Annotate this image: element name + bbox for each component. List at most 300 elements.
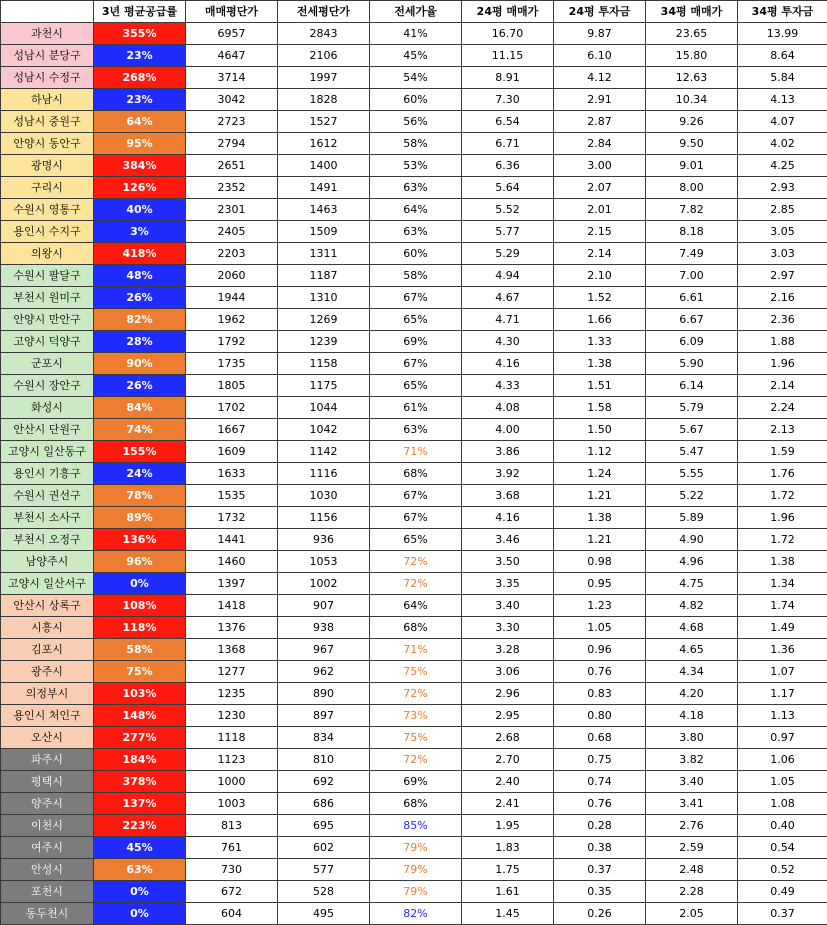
jeonse-price-cell: 1142 [278,441,370,463]
price-34-cell: 9.50 [646,133,738,155]
investment-24-cell: 2.91 [554,89,646,111]
region-cell: 오산시 [1,727,94,749]
sale-price-cell: 813 [186,815,278,837]
region-cell: 양주시 [1,793,94,815]
region-cell: 안양시 만안구 [1,309,94,331]
investment-24-cell: 1.58 [554,397,646,419]
region-cell: 이천시 [1,815,94,837]
sale-price-cell: 1368 [186,639,278,661]
region-cell: 의정부시 [1,683,94,705]
region-cell: 시흥시 [1,617,94,639]
jeonse-ratio-cell: 68% [370,617,462,639]
table-row [1,661,827,683]
price-24-cell: 2.95 [462,705,554,727]
investment-24-cell: 0.38 [554,837,646,859]
investment-24-cell: 1.24 [554,463,646,485]
investment-24-cell: 0.75 [554,749,646,771]
jeonse-price-cell: 1158 [278,353,370,375]
investment-34-cell: 1.17 [738,683,827,705]
investment-34-cell: 13.99 [738,23,827,45]
sale-price-cell: 1003 [186,793,278,815]
investment-24-cell: 9.87 [554,23,646,45]
sale-price-cell: 1609 [186,441,278,463]
supply-rate-cell: 0% [94,903,186,925]
investment-24-cell: 0.76 [554,793,646,815]
sale-price-cell: 1702 [186,397,278,419]
investment-34-cell: 4.25 [738,155,827,177]
jeonse-ratio-cell: 82% [370,903,462,925]
sale-price-cell: 730 [186,859,278,881]
jeonse-ratio-cell: 85% [370,815,462,837]
jeonse-price-cell: 1030 [278,485,370,507]
table-row [1,375,827,397]
jeonse-ratio-cell: 64% [370,595,462,617]
region-cell: 수원시 팔달구 [1,265,94,287]
supply-rate-cell: 78% [94,485,186,507]
investment-34-cell: 1.07 [738,661,827,683]
investment-34-cell: 4.13 [738,89,827,111]
price-34-cell: 3.40 [646,771,738,793]
price-34-cell: 8.18 [646,221,738,243]
price-24-cell: 16.70 [462,23,554,45]
jeonse-ratio-cell: 61% [370,397,462,419]
supply-rate-cell: 40% [94,199,186,221]
sale-price-cell: 3714 [186,67,278,89]
supply-rate-cell: 418% [94,243,186,265]
price-34-cell: 3.41 [646,793,738,815]
price-24-cell: 8.91 [462,67,554,89]
region-cell: 용인시 기흥구 [1,463,94,485]
supply-rate-cell: 63% [94,859,186,881]
region-cell: 파주시 [1,749,94,771]
jeonse-price-cell: 1509 [278,221,370,243]
investment-24-cell: 2.84 [554,133,646,155]
investment-34-cell: 2.85 [738,199,827,221]
investment-34-cell: 1.72 [738,485,827,507]
price-34-cell: 7.82 [646,199,738,221]
price-24-cell: 2.96 [462,683,554,705]
region-cell: 군포시 [1,353,94,375]
sale-price-cell: 604 [186,903,278,925]
sale-price-cell: 1418 [186,595,278,617]
region-cell: 고양시 일산동구 [1,441,94,463]
investment-34-cell: 4.02 [738,133,827,155]
investment-24-cell: 2.15 [554,221,646,243]
jeonse-ratio-cell: 63% [370,177,462,199]
region-cell: 성남시 분당구 [1,45,94,67]
jeonse-price-cell: 967 [278,639,370,661]
region-cell: 하남시 [1,89,94,111]
investment-24-cell: 1.66 [554,309,646,331]
sale-price-cell: 3042 [186,89,278,111]
jeonse-price-cell: 938 [278,617,370,639]
jeonse-price-cell: 907 [278,595,370,617]
table-row [1,573,827,595]
table-row [1,485,827,507]
sale-price-cell: 6957 [186,23,278,45]
supply-rate-cell: 23% [94,89,186,111]
investment-24-cell: 1.50 [554,419,646,441]
investment-24-cell: 1.38 [554,507,646,529]
table-row [1,221,827,243]
investment-34-cell: 2.24 [738,397,827,419]
investment-34-cell: 5.84 [738,67,827,89]
investment-24-cell: 0.68 [554,727,646,749]
price-34-cell: 6.09 [646,331,738,353]
jeonse-price-cell: 1310 [278,287,370,309]
investment-24-cell: 2.14 [554,243,646,265]
investment-34-cell: 2.14 [738,375,827,397]
price-34-cell: 6.61 [646,287,738,309]
table-row [1,727,827,749]
price-34-cell: 4.75 [646,573,738,595]
price-34-cell: 9.01 [646,155,738,177]
region-cell: 동두천시 [1,903,94,925]
investment-34-cell: 1.08 [738,793,827,815]
jeonse-ratio-cell: 63% [370,221,462,243]
price-24-cell: 4.94 [462,265,554,287]
table-row [1,397,827,419]
jeonse-price-cell: 1463 [278,199,370,221]
investment-24-cell: 1.21 [554,485,646,507]
investment-34-cell: 2.97 [738,265,827,287]
table-row [1,859,827,881]
jeonse-ratio-cell: 72% [370,573,462,595]
investment-34-cell: 0.37 [738,903,827,925]
investment-34-cell: 1.72 [738,529,827,551]
price-34-cell: 2.48 [646,859,738,881]
header-jeonse-ratio: 전세가율 [370,1,462,23]
jeonse-price-cell: 1002 [278,573,370,595]
investment-24-cell: 2.87 [554,111,646,133]
jeonse-ratio-cell: 75% [370,661,462,683]
price-24-cell: 3.35 [462,573,554,595]
jeonse-ratio-cell: 68% [370,463,462,485]
supply-rate-cell: 26% [94,375,186,397]
price-34-cell: 5.22 [646,485,738,507]
investment-34-cell: 1.96 [738,353,827,375]
price-24-cell: 4.71 [462,309,554,331]
supply-rate-cell: 58% [94,639,186,661]
investment-34-cell: 1.96 [738,507,827,529]
sale-price-cell: 1235 [186,683,278,705]
price-24-cell: 4.16 [462,507,554,529]
price-24-cell: 1.45 [462,903,554,925]
table-row [1,45,827,67]
region-cell: 수원시 영통구 [1,199,94,221]
jeonse-price-cell: 1828 [278,89,370,111]
header-row [1,1,827,23]
region-cell: 구리시 [1,177,94,199]
jeonse-price-cell: 834 [278,727,370,749]
supply-rate-cell: 23% [94,45,186,67]
investment-34-cell: 0.40 [738,815,827,837]
header-supply-rate: 3년 평균공급률 [94,1,186,23]
sale-price-cell: 1633 [186,463,278,485]
table-row [1,705,827,727]
table-row [1,463,827,485]
price-34-cell: 4.82 [646,595,738,617]
jeonse-ratio-cell: 65% [370,375,462,397]
jeonse-price-cell: 890 [278,683,370,705]
investment-34-cell: 1.59 [738,441,827,463]
region-cell: 김포시 [1,639,94,661]
sale-price-cell: 4647 [186,45,278,67]
table-row [1,793,827,815]
table-row [1,441,827,463]
supply-rate-cell: 0% [94,881,186,903]
region-cell: 안양시 동안구 [1,133,94,155]
supply-rate-cell: 118% [94,617,186,639]
price-34-cell: 23.65 [646,23,738,45]
price-34-cell: 5.89 [646,507,738,529]
jeonse-price-cell: 1269 [278,309,370,331]
sale-price-cell: 1535 [186,485,278,507]
region-cell: 안산시 단원구 [1,419,94,441]
supply-rate-cell: 136% [94,529,186,551]
supply-rate-cell: 103% [94,683,186,705]
investment-24-cell: 1.52 [554,287,646,309]
supply-rate-cell: 126% [94,177,186,199]
investment-34-cell: 8.64 [738,45,827,67]
supply-rate-cell: 378% [94,771,186,793]
price-24-cell: 3.50 [462,551,554,573]
price-24-cell: 5.29 [462,243,554,265]
jeonse-price-cell: 1053 [278,551,370,573]
jeonse-price-cell: 1311 [278,243,370,265]
investment-24-cell: 1.51 [554,375,646,397]
jeonse-price-cell: 1239 [278,331,370,353]
price-34-cell: 2.05 [646,903,738,925]
jeonse-price-cell: 2106 [278,45,370,67]
price-24-cell: 2.68 [462,727,554,749]
price-24-cell: 3.40 [462,595,554,617]
price-24-cell: 1.75 [462,859,554,881]
investment-34-cell: 1.36 [738,639,827,661]
price-24-cell: 6.54 [462,111,554,133]
investment-34-cell: 2.13 [738,419,827,441]
investment-34-cell: 1.05 [738,771,827,793]
price-34-cell: 7.00 [646,265,738,287]
price-24-cell: 2.70 [462,749,554,771]
region-cell: 부천시 오정구 [1,529,94,551]
jeonse-ratio-cell: 67% [370,287,462,309]
jeonse-ratio-cell: 67% [370,507,462,529]
table-row [1,529,827,551]
price-34-cell: 5.47 [646,441,738,463]
sale-price-cell: 1441 [186,529,278,551]
investment-34-cell: 2.93 [738,177,827,199]
jeonse-ratio-cell: 71% [370,441,462,463]
jeonse-ratio-cell: 60% [370,89,462,111]
price-34-cell: 3.82 [646,749,738,771]
jeonse-ratio-cell: 79% [370,859,462,881]
investment-34-cell: 1.88 [738,331,827,353]
jeonse-price-cell: 602 [278,837,370,859]
investment-34-cell: 1.49 [738,617,827,639]
sale-price-cell: 1735 [186,353,278,375]
price-24-cell: 7.30 [462,89,554,111]
price-24-cell: 5.64 [462,177,554,199]
jeonse-ratio-cell: 72% [370,683,462,705]
region-cell: 고양시 일산서구 [1,573,94,595]
region-cell: 평택시 [1,771,94,793]
price-34-cell: 4.18 [646,705,738,727]
price-24-cell: 4.16 [462,353,554,375]
jeonse-ratio-cell: 45% [370,45,462,67]
sale-price-cell: 1667 [186,419,278,441]
header-34-investment: 34평 투자금 [738,1,827,23]
price-24-cell: 6.71 [462,133,554,155]
jeonse-ratio-cell: 71% [370,639,462,661]
price-34-cell: 2.28 [646,881,738,903]
table-row [1,507,827,529]
jeonse-price-cell: 1187 [278,265,370,287]
price-34-cell: 2.59 [646,837,738,859]
supply-rate-cell: 155% [94,441,186,463]
price-24-cell: 2.40 [462,771,554,793]
price-24-cell: 5.52 [462,199,554,221]
jeonse-ratio-cell: 67% [370,485,462,507]
table-row [1,551,827,573]
price-34-cell: 5.67 [646,419,738,441]
price-34-cell: 5.90 [646,353,738,375]
supply-rate-cell: 3% [94,221,186,243]
supply-rate-cell: 95% [94,133,186,155]
investment-24-cell: 1.33 [554,331,646,353]
price-34-cell: 4.34 [646,661,738,683]
region-cell: 부천시 원미구 [1,287,94,309]
investment-24-cell: 0.26 [554,903,646,925]
investment-34-cell: 1.38 [738,551,827,573]
header-sale-price-per-pyeong: 매매평단가 [186,1,278,23]
table-row [1,815,827,837]
price-24-cell: 2.41 [462,793,554,815]
investment-24-cell: 1.38 [554,353,646,375]
investment-24-cell: 0.74 [554,771,646,793]
header-jeonse-price-per-pyeong: 전세평단가 [278,1,370,23]
investment-24-cell: 0.35 [554,881,646,903]
supply-rate-cell: 108% [94,595,186,617]
sale-price-cell: 1792 [186,331,278,353]
jeonse-ratio-cell: 56% [370,111,462,133]
supply-rate-cell: 90% [94,353,186,375]
table-row [1,67,827,89]
region-cell: 수원시 권선구 [1,485,94,507]
jeonse-price-cell: 495 [278,903,370,925]
jeonse-ratio-cell: 65% [370,529,462,551]
price-34-cell: 4.65 [646,639,738,661]
price-24-cell: 4.33 [462,375,554,397]
region-cell: 용인시 처인구 [1,705,94,727]
jeonse-price-cell: 1997 [278,67,370,89]
region-cell: 용인시 수지구 [1,221,94,243]
sale-price-cell: 761 [186,837,278,859]
jeonse-price-cell: 686 [278,793,370,815]
price-34-cell: 9.26 [646,111,738,133]
table-row [1,177,827,199]
region-cell: 포천시 [1,881,94,903]
supply-rate-cell: 184% [94,749,186,771]
table-row [1,155,827,177]
sale-price-cell: 1376 [186,617,278,639]
jeonse-price-cell: 810 [278,749,370,771]
investment-34-cell: 3.05 [738,221,827,243]
price-24-cell: 5.77 [462,221,554,243]
price-34-cell: 7.49 [646,243,738,265]
region-cell: 부천시 소사구 [1,507,94,529]
investment-24-cell: 0.80 [554,705,646,727]
price-34-cell: 5.55 [646,463,738,485]
investment-34-cell: 1.74 [738,595,827,617]
region-cell: 고양시 덕양구 [1,331,94,353]
jeonse-price-cell: 528 [278,881,370,903]
supply-rate-cell: 48% [94,265,186,287]
investment-24-cell: 0.95 [554,573,646,595]
investment-24-cell: 6.10 [554,45,646,67]
investment-24-cell: 0.37 [554,859,646,881]
region-cell: 수원시 장안구 [1,375,94,397]
table-row [1,419,827,441]
sale-price-cell: 2651 [186,155,278,177]
price-24-cell: 4.00 [462,419,554,441]
investment-24-cell: 1.12 [554,441,646,463]
sale-price-cell: 1962 [186,309,278,331]
jeonse-price-cell: 695 [278,815,370,837]
jeonse-ratio-cell: 41% [370,23,462,45]
sale-price-cell: 2060 [186,265,278,287]
price-24-cell: 1.61 [462,881,554,903]
region-cell: 성남시 수정구 [1,67,94,89]
table-row [1,903,827,925]
jeonse-price-cell: 1527 [278,111,370,133]
jeonse-ratio-cell: 75% [370,727,462,749]
supply-rate-cell: 64% [94,111,186,133]
table-row [1,287,827,309]
price-24-cell: 1.83 [462,837,554,859]
table-row [1,639,827,661]
investment-34-cell: 1.76 [738,463,827,485]
sale-price-cell: 2794 [186,133,278,155]
supply-rate-cell: 137% [94,793,186,815]
jeonse-ratio-cell: 79% [370,837,462,859]
table-row [1,23,827,45]
region-cell: 여주시 [1,837,94,859]
region-cell: 의왕시 [1,243,94,265]
investment-24-cell: 0.28 [554,815,646,837]
price-34-cell: 4.68 [646,617,738,639]
region-cell: 안산시 상록구 [1,595,94,617]
jeonse-price-cell: 1175 [278,375,370,397]
investment-24-cell: 0.96 [554,639,646,661]
investment-34-cell: 3.03 [738,243,827,265]
investment-34-cell: 2.36 [738,309,827,331]
table-body [1,23,827,925]
table-row [1,595,827,617]
sale-price-cell: 2203 [186,243,278,265]
header-region [1,1,94,23]
region-cell: 화성시 [1,397,94,419]
investment-34-cell: 0.52 [738,859,827,881]
price-24-cell: 4.67 [462,287,554,309]
investment-24-cell: 4.12 [554,67,646,89]
region-cell: 광명시 [1,155,94,177]
supply-rate-cell: 82% [94,309,186,331]
region-cell: 성남시 중원구 [1,111,94,133]
sale-price-cell: 1000 [186,771,278,793]
jeonse-ratio-cell: 53% [370,155,462,177]
jeonse-ratio-cell: 58% [370,133,462,155]
